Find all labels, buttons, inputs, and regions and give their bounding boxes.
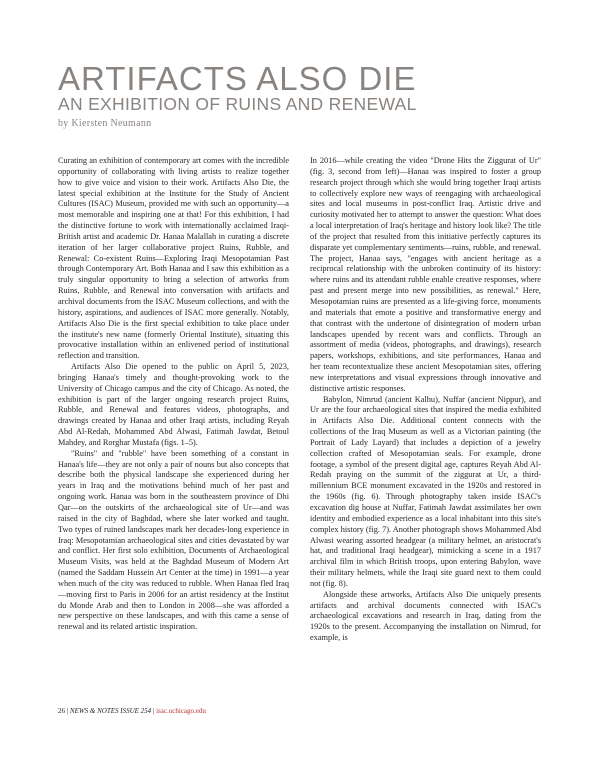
footer-separator: |	[152, 707, 155, 715]
paragraph: "Ruins" and "rubble" have been something of a constant in Hanaa's life—they are not only a pair of nouns but also concepts that describe both the physical landscape she experienced during her years in Iraq and the motivations behind much of her past and ongoing work. Hanaa was born in the southeastern province of Dhi Qar—on the outskirts of the archaeological site of Ur—and was raised in the city of Baghdad, where she later worked and taught. Two types of ruined landscapes mark her decades-long experience in Iraq: Mesopotamian archaeological sites and cities devastated by war and conflict. Her first solo exhibition, Documents of Archaeological Museum Visits, was held at the Baghdad Museum of Modern Art (named the Saddam Hussein Art Center at the time) in 1991—a year when much of the city was reduced to rubble. When Hanaa fled Iraq—moving first to Paris in 2006 for an artist residency at the Institut du Monde Arab and then to London in 2008—she was afforded a new perspective on these landscapes, and with this came a sense of renewal and its related artistic inspiration.	[58, 448, 289, 632]
article-subtitle: AN EXHIBITION OF RUINS AND RENEWAL	[58, 94, 417, 114]
footer-separator: |	[66, 707, 69, 715]
paragraph: Babylon, Nimrud (ancient Kalhu), Nuffar (ancient Nippur), and Ur are the four archaeological sites that inspired the media exhibited in Artifacts Also Die. Additional content connects with the collections of the Iraq Museum as well as a Victorian painting (the Portrait of Lady Layard) that includes a depiction of a jewelry collection crafted of Mesopotamian seals. For example, drone footage, a symbol of the present digital age, captures Reyah Abd Al-Redah praying on the summit of the ziggurat at Ur, a third-millennium BCE monument excavated in the 1920s and restored in the 1960s (fig. 6). Through photography taken inside ISAC's excavation dig house at Nuffar, Fatimah Jawdat assimilates her own identity and embodied experience as a local inhabitant into this site's complex history (fig. 7). Another photograph shows Mohammed Abd Alwasi wearing assorted headgear (a military helmet, an aristocrat's hat, and traditional Iraqi headgear), mimicking a scene in a 1917 archival film in which British troops, upon entering Babylon, wave their military helmets, while the Iraqi site guard next to them could not (fig. 8).	[310, 394, 541, 588]
page-footer	[58, 706, 206, 716]
page-number: 26	[58, 707, 65, 715]
paragraph: Curating an exhibition of contemporary art comes with the incredible opportunity of collaborating with living artists to realize together how to give voice and vision to their work. Artifacts Also Die, the latest special exhibition at the Institute for the Study of Ancient Cultures (ISAC) Museum, provided me with such an opportunity—a most memorable and inspiring one at that! For this exhibition, I had the distinctive fortune to work with internationally acclaimed Iraqi-British artist and academic Dr. Hanaa Malallah in curating a discrete iteration of her larger collaborative project Ruins, Rubble, and Renewal: Co-existent Ruins—Exploring Iraqi Mesopotamian Past through Contemporary Art. Both Hanaa and I saw this exhibition as a truly singular opportunity to bring a selection of artworks from Ruins, Rubble, and Renewal into conversation with artifacts and archival documents from the ISAC Museum collections, and with the history, aspirations, and audiences of ISAC more generally. Notably, Artifacts Also Die is the first special exhibition to take place under the institute's new name (formerly Oriental Institute), situating this provocative installation within an enlivened period of institutional reflection and transition.	[58, 156, 289, 361]
issue-label: NEWS & NOTES ISSUE 254	[69, 707, 152, 715]
author-byline: by Kiersten Neumann	[58, 118, 152, 129]
body-column-left	[58, 156, 289, 704]
paragraph: Artifacts Also Die opened to the public on April 5, 2023, bringing Hanaa's timely and thought-provoking work to the University of Chicago campus and the city of Chicago. As noted, the exhibition is part of the larger ongoing research project Ruins, Rubble, and Renewal and features videos, photographs, and drawings created by Hanaa and other Iraqi artists, including Reyah Abd Al-Redah, Mohammed Abd Alwasi, Fatimah Jawdat, Betoul Mahdey, and Rorghar Mustafa (figs. 1–5).	[58, 362, 289, 447]
website-link[interactable]: isac.uchicago.edu	[156, 707, 206, 715]
article-title: ARTIFACTS ALSO DIE	[58, 60, 417, 97]
paragraph: Alongside these artworks, Artifacts Also Die uniquely presents artifacts and archival documents connected with ISAC's archaeological excavations and research in Iraq, dating from the 1920s to the present. Accompanying the installation on Nimrud, for example, is	[310, 589, 541, 643]
body-column-right	[310, 156, 541, 704]
paragraph: In 2016—while creating the video "Drone Hits the Ziggurat of Ur" (fig. 3, second from left)—Hanaa was inspired to foster a group research project through which she would bring together Iraqi artists to collectively explore new ways of reengaging with archaeological sites and local museums in post-conflict Iraq. Artistic drive and curiosity motivated her to attempt to answer the question: What does a local interpretation of Iraq's heritage and history look like? The title of the project that resulted from this initiative perfectly captures its disparate yet complementary sentiments—ruins, rubble, and renewal. The project, Hanaa says, "engages with ancient heritage as a reciprocal relationship with the unbroken continuity of its history: where ruins and its attendant rubble enable creative responses, where past and present merge into new possibilities, as renewal." Here, Mesopotamian ruins are presented as a life-giving force, monuments and materials that emote a positive and transformative energy and that contrast with the undertone of disintegration of modern urban landscapes upended by recent wars and conflicts. Through an assortment of media (videos, photographs, and drawings), research papers, workshops, exhibitions, and site performances, Hanaa and her team recontextualize these ancient Mesopotamian sites, offering new interpretations and visual expressions through innovative and distinctive artistic responses.	[310, 156, 541, 393]
